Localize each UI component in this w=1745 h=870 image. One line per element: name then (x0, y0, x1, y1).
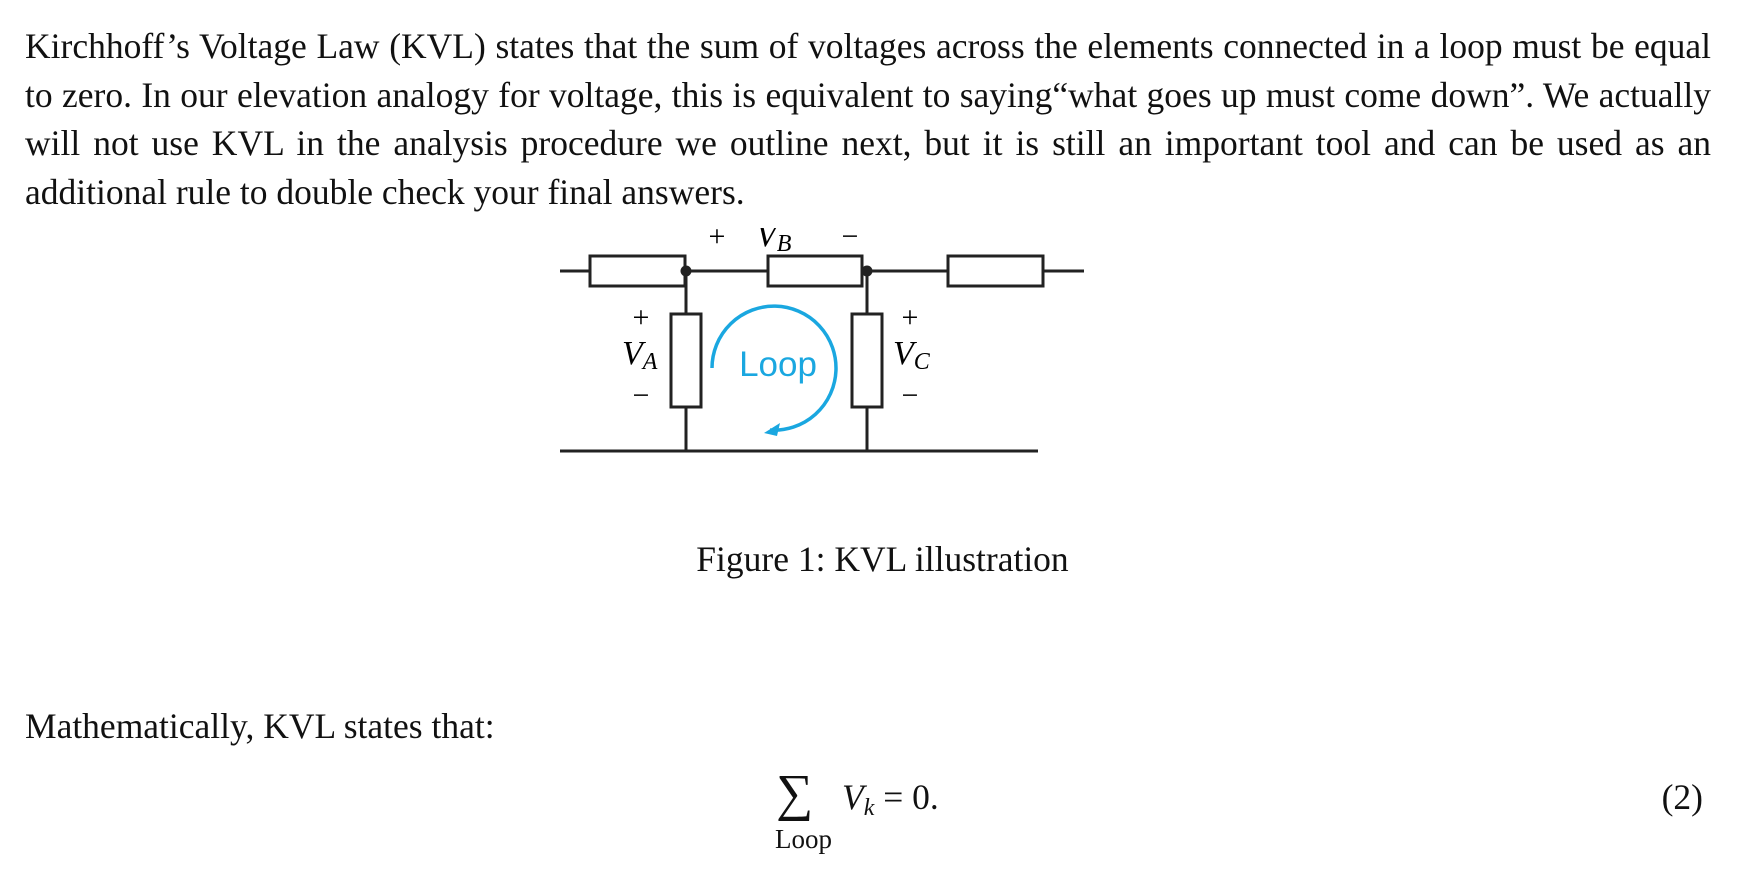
vc-label: VC (893, 335, 930, 375)
equation-variable-subscript: k (863, 795, 875, 821)
resistor-left (590, 256, 685, 286)
va-minus: − (632, 379, 650, 412)
circuit-diagram (560, 228, 1180, 488)
kvl-equation (760, 765, 960, 862)
vb-label: VB (756, 228, 792, 257)
equation-expression (842, 776, 939, 829)
equation-variable: V (842, 777, 864, 817)
equation-rhs: = 0. (874, 777, 939, 817)
vb-plus: + (708, 228, 726, 253)
vc-plus: + (901, 301, 919, 334)
va-label: VA (622, 335, 658, 375)
vc-minus: − (901, 379, 919, 412)
resistor-right (948, 256, 1043, 286)
loop-label: Loop (739, 345, 817, 384)
kvl-figure (560, 228, 1180, 493)
equation-number: (2) (1661, 777, 1703, 817)
loop-arrowhead-icon (764, 423, 780, 436)
node-dot-left (681, 266, 692, 277)
resistor-a (671, 314, 701, 407)
vb-minus: − (841, 228, 859, 253)
node-dot-right (862, 266, 873, 277)
math-intro: Mathematically, KVL states that: (25, 706, 495, 746)
intro-paragraph: Kirchhoff’s Voltage Law (KVL) states that the sum of voltages across the elements connected in a loop must be equal to zero. In our elevation analogy for voltage, this is equivalent to saying“what goes up must come down”. We actually will not use KVL in the analysis procedure we outline next, but it is still an important tool and can be used as an additional rule to double check your final answers. (25, 26, 1711, 212)
figure-caption: Figure 1: KVL illustration (696, 539, 1069, 579)
resistor-b (768, 256, 862, 286)
sum-symbol: ∑ (776, 765, 814, 822)
sum-subscript: Loop (775, 824, 832, 854)
va-plus: + (632, 301, 650, 334)
resistor-c (852, 314, 882, 407)
